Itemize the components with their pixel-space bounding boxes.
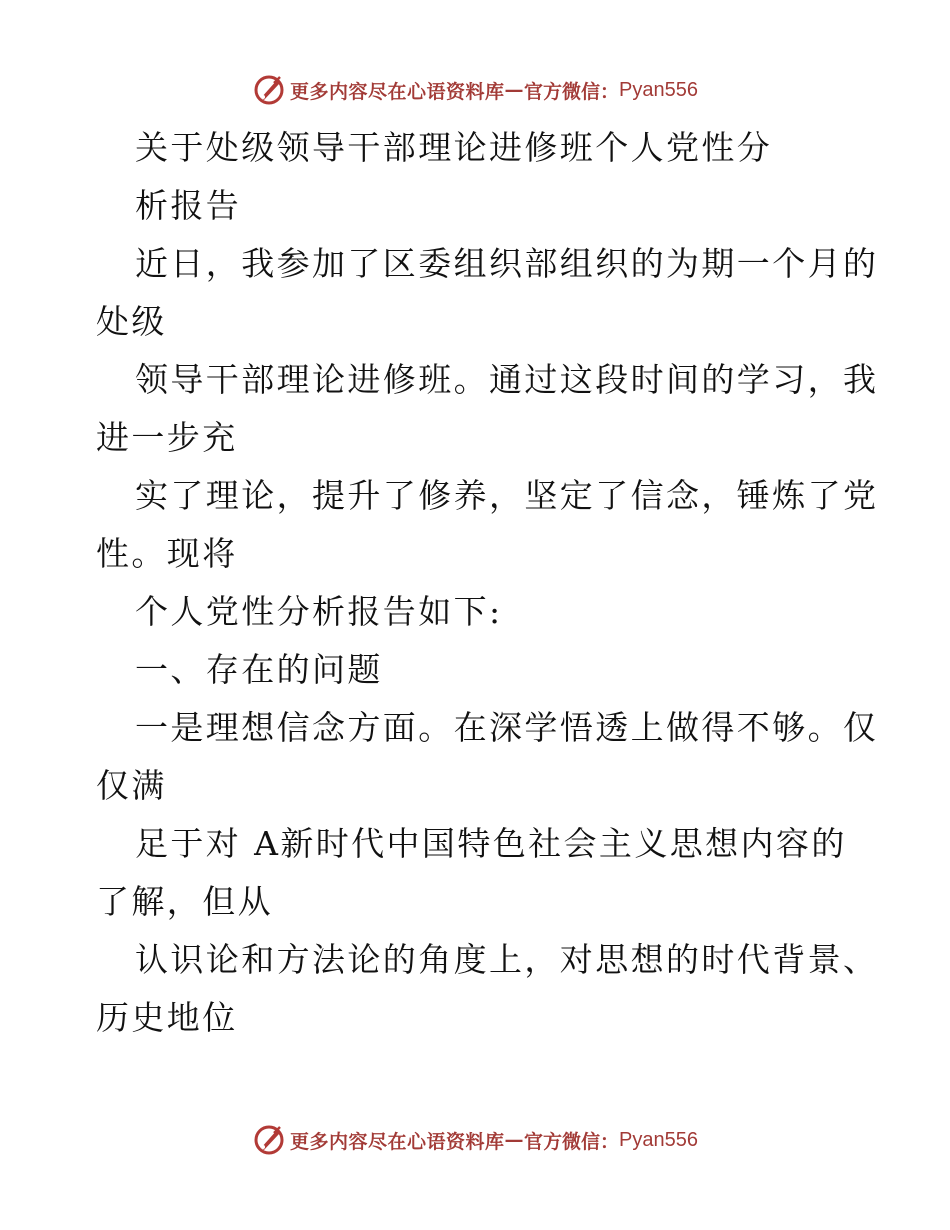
paragraph-line: 实了理论，提升了修养，坚定了信念，锤炼了党 (135, 476, 879, 515)
paragraph-line: 进一步充 (96, 418, 238, 457)
banner-promo-text: 更多内容尽在心语资料库 (290, 1130, 505, 1153)
paragraph-line: 性。现将 (96, 534, 238, 573)
paragraph-line: 近日，我参加了区委组织部组织的为期一个月的 (135, 244, 879, 283)
banner-wechat-id: Pyan556 (619, 1128, 698, 1151)
banner-wechat-id: Pyan556 (619, 78, 698, 101)
paragraph-line: 足于对 A新时代中国特色社会主义思想内容的 (135, 824, 847, 863)
document-title-line: 关于处级领导干部理论进修班个人党性分 (135, 128, 773, 167)
banner-wechat-label: 官方微信： (524, 1130, 620, 1153)
paragraph-line: 个人党性分析报告如下: (135, 592, 503, 631)
paragraph-line: 处级 (96, 302, 167, 341)
banner-wechat-label: 官方微信： (524, 80, 620, 103)
paragraph-line: 领导干部理论进修班。通过这段时间的学习，我 (135, 360, 879, 399)
paragraph-line: 仅满 (96, 766, 167, 805)
paragraph-line: 历史地位 (96, 998, 238, 1037)
footer-banner (0, 1120, 950, 1160)
quill-pen-logo-icon (252, 73, 286, 107)
paragraph-line: 了解，但从 (96, 882, 273, 921)
document-title-line: 析报告 (135, 186, 242, 225)
banner-dash: — (504, 1129, 525, 1151)
banner-promo-text: 更多内容尽在心语资料库 (290, 80, 505, 103)
quill-pen-logo-icon (252, 1123, 286, 1157)
paragraph-line: 认识论和方法论的角度上，对思想的时代背景、 (135, 940, 879, 979)
paragraph-line: 一是理想信念方面。在深学悟透上做得不够。仅 (135, 708, 879, 747)
header-banner (0, 70, 950, 110)
section-heading: 一、存在的问题 (135, 650, 383, 689)
banner-dash: — (504, 79, 525, 101)
